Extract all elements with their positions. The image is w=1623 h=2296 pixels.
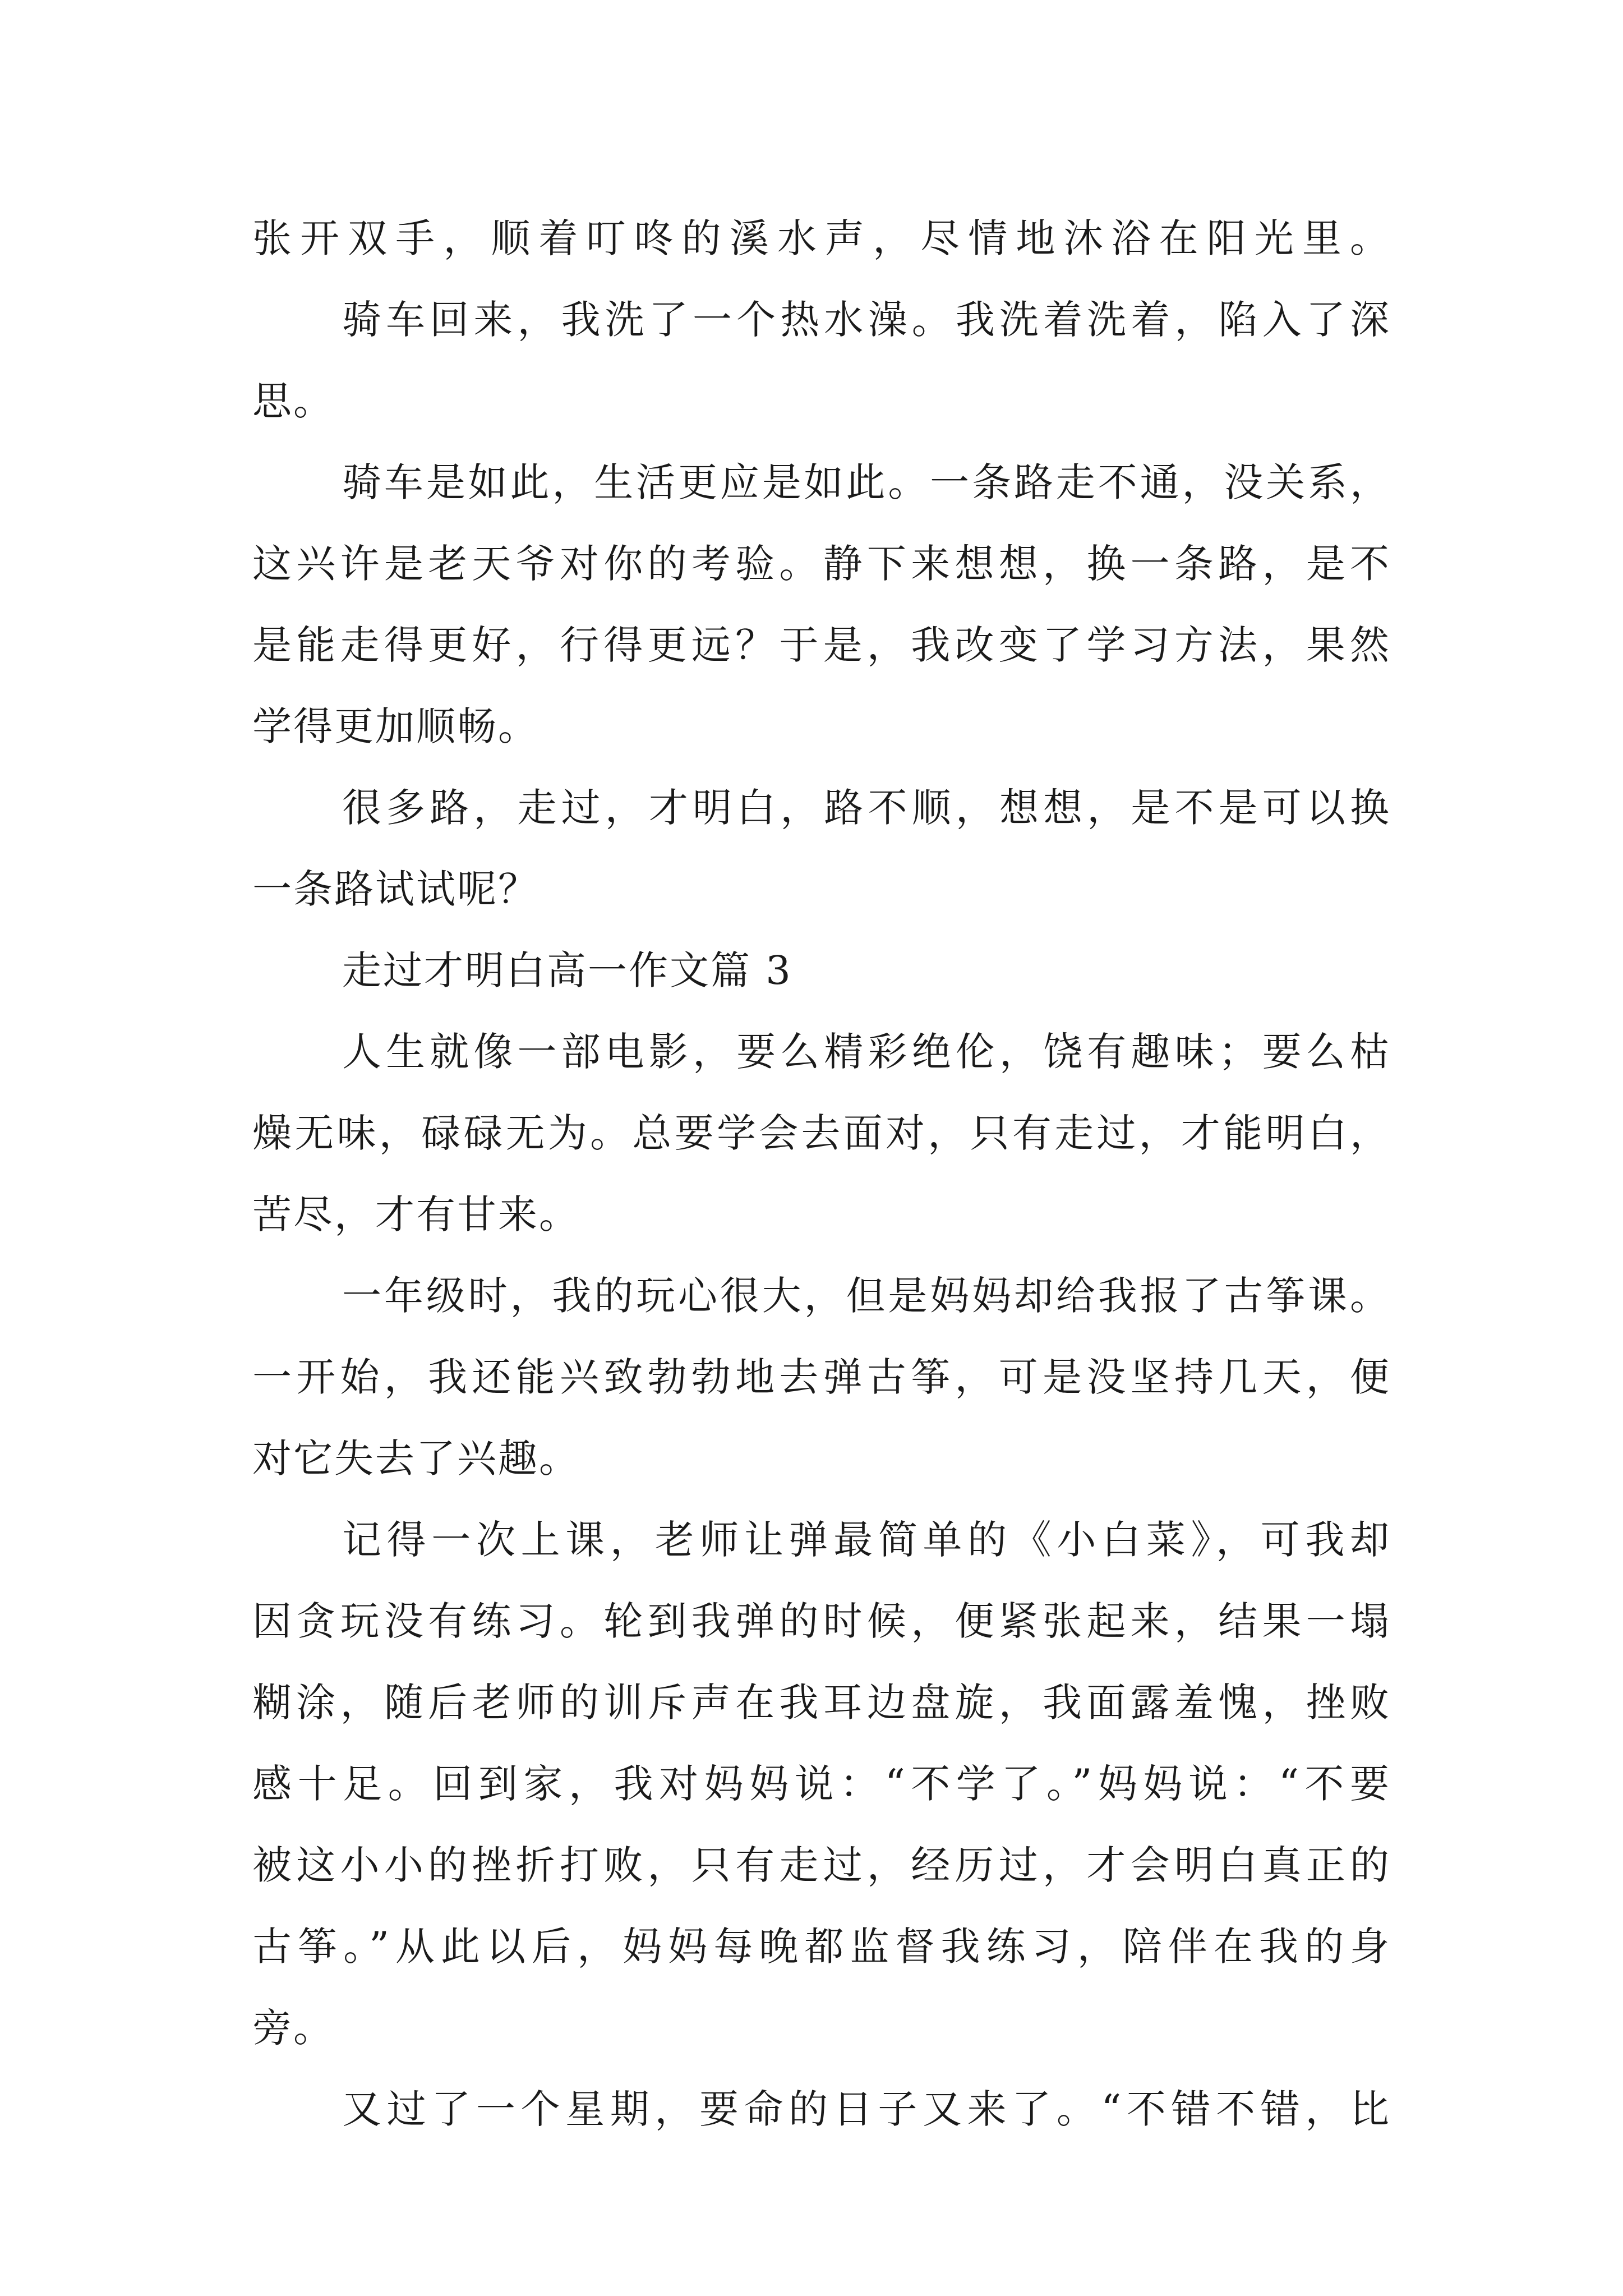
text-line: 思。 xyxy=(252,378,334,424)
paragraph-first-line: 很多路，走过，才明白，路不顺，想想，是不是可以换 xyxy=(342,785,1391,831)
text-line: 燥无味，碌碌无为。总要学会去面对，只有走过，才能明白， xyxy=(252,1110,1391,1156)
section-heading: 走过才明白高一作文篇 3 xyxy=(342,947,792,993)
text-line: 是能走得更好，行得更远？于是，我改变了学习方法，果然 xyxy=(252,622,1391,668)
text-line: 苦尽，才有甘来。 xyxy=(252,1191,580,1237)
text-line: 因贪玩没有练习。轮到我弹的时候，便紧张起来，结果一塌 xyxy=(252,1598,1391,1644)
text-line: 对它失去了兴趣。 xyxy=(252,1435,580,1481)
text-line: 古筝。”从此以后，妈妈每晚都监督我练习，陪伴在我的身 xyxy=(252,1924,1391,1970)
paragraph-first-line: 人生就像一部电影，要么精彩绝伦，饶有趣味；要么枯 xyxy=(342,1029,1391,1075)
text-line: 学得更加顺畅。 xyxy=(252,703,539,749)
text-line: 感十足。回到家，我对妈妈说：“不学了。”妈妈说：“不要 xyxy=(252,1761,1391,1807)
paragraph-first-line: 骑车回来，我洗了一个热水澡。我洗着洗着，陷入了深 xyxy=(342,297,1391,343)
text-line: 一开始，我还能兴致勃勃地去弹古筝，可是没坚持几天，便 xyxy=(252,1354,1391,1400)
text-line: 一条路试试呢？ xyxy=(252,866,539,912)
paragraph-first-line: 一年级时，我的玩心很大，但是妈妈却给我报了古筝课。 xyxy=(342,1273,1391,1319)
text-line: 糊涂，随后老师的训斥声在我耳边盘旋，我面露羞愧，挫败 xyxy=(252,1680,1391,1726)
text-line: 张开双手，顺着叮咚的溪水声，尽情地沐浴在阳光里。 xyxy=(252,215,1391,261)
text-line: 这兴许是老天爷对你的考验。静下来想想，换一条路，是不 xyxy=(252,541,1391,587)
text-line: 被这小小的挫折打败，只有走过，经历过，才会明白真正的 xyxy=(252,1842,1391,1888)
text-line: 旁。 xyxy=(252,2005,334,2051)
paragraph-first-line: 骑车是如此，生活更应是如此。一条路走不通，没关系， xyxy=(342,459,1391,505)
paragraph-first-line: 又过了一个星期，要命的日子又来了。“不错不错，比 xyxy=(342,2086,1391,2132)
paragraph-first-line: 记得一次上课，老师让弹最简单的《小白菜》，可我却 xyxy=(342,1517,1391,1563)
